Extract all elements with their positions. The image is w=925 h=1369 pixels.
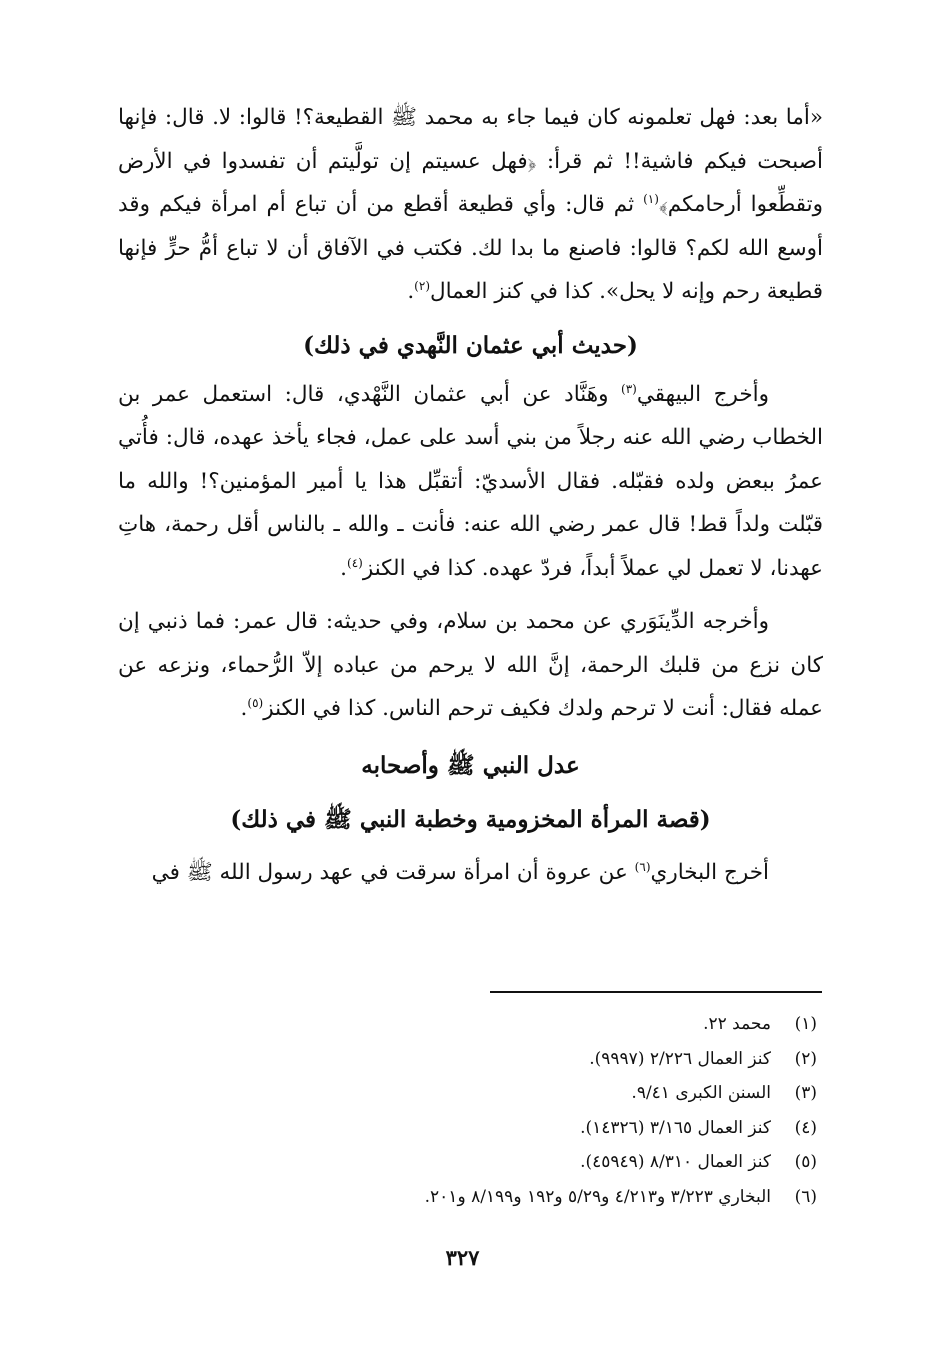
paragraph-3-text: وأخرجه الدِّينَوَري عن محمد بن سلام، وفي حديثه: قال عمر: فما ذنبي إن كان نزع من قلبك الرحمة، إنَّ الله لا يرحم من عباده إلاّ الرُّحماء، ونزعه عن عمله فقال: أنت لا ترحم ولدك فكيف ترحم الناس. كذا في الكنز <box>118 609 823 721</box>
footnote-6 <box>257 1180 817 1215</box>
footnote-text: السنن الكبرى ٩/٤١. <box>631 1083 771 1103</box>
chapter-heading-justice: عدل النبي ﷺ وأصحابه <box>361 751 580 779</box>
footnote-ref-4[interactable]: (٤) <box>347 555 363 570</box>
footnote-3 <box>257 1076 817 1111</box>
footnote-number: (٢) <box>794 1048 817 1069</box>
footnote-ref-1[interactable]: (١) <box>643 191 659 206</box>
paragraph-2-text: وأخرج البيهقي <box>636 381 769 407</box>
paragraph-1-text-end: . <box>407 279 415 304</box>
footnote-divider <box>490 991 822 993</box>
footnote-text: البخاري ٣/٢٢٣ و٤/٢١٣ و٥/٢٩ و١٩٢ و٨/١٩٩ و٢٠١. <box>424 1186 771 1207</box>
section-heading-nahdi: (حديث أبي عثمان النَّهدي في ذلك) <box>303 331 638 359</box>
footnote-1 <box>257 1007 817 1042</box>
footnote-number: (٤) <box>794 1117 817 1138</box>
paragraph-1 <box>118 96 823 314</box>
page-number: ٣٢٧ <box>445 1245 480 1270</box>
footnote-5 <box>257 1145 817 1180</box>
footnote-ref-5[interactable]: (٥) <box>247 695 264 710</box>
footnote-ref-6[interactable]: (٦) <box>634 859 651 874</box>
paragraph-3 <box>118 600 823 731</box>
page-body <box>118 96 823 894</box>
footnote-text: كنز العمال ٨/٣١٠ (٤٥٩٤٩). <box>580 1152 771 1172</box>
footnote-number: (١) <box>794 1014 817 1034</box>
footnote-text: كنز العمال ٣/١٦٥ (١٤٣٢٦). <box>580 1117 771 1138</box>
footnote-number: (٦) <box>794 1186 817 1207</box>
paragraph-3-text-cont: . <box>240 696 248 721</box>
paragraph-4-text: أخرج البخاري <box>650 859 769 885</box>
footnote-text: كنز العمال ٢/٢٢٦ (٩٩٩٧). <box>589 1048 771 1069</box>
footnote-number: (٥) <box>794 1152 817 1172</box>
paragraph-4-text-cont: عن عروة أن امرأة سرقت في عهد رسول الله ﷺ في <box>151 859 635 885</box>
section-heading-makhzumiya: (قصة المرأة المخزومية وخطبة النبي ﷺ في ذلك) <box>230 805 711 833</box>
footnote-text: محمد ٢٢. <box>703 1014 771 1034</box>
footnote-ref-3[interactable]: (٣) <box>621 381 637 396</box>
footnote-2 <box>257 1042 817 1077</box>
paragraph-2 <box>118 373 823 591</box>
footnote-4 <box>257 1111 817 1146</box>
footnote-ref-2[interactable]: (٢) <box>414 278 430 293</box>
paragraph-4 <box>118 851 823 895</box>
footnote-number: (٣) <box>794 1083 817 1103</box>
footnotes <box>257 1007 817 1214</box>
paragraph-2-text-end: . <box>340 555 347 581</box>
paragraph-1-text: «أما بعد: فهل تعلمونه كان فيما جاء به محمد ﷺ القطيعة؟! قالوا: لا. قال: فإنها أصبحت فيكم فاشية!! ثم قرأ: ﴿فهل عسيتم إن تولَّيتم أن تفسدوا في الأرض وتقطِّعوا أرحامكم﴾ <box>118 105 824 217</box>
paragraph-1-text-cont: ثم قال: وأي قطيعة أقطع من أن تباع أم امرأة فيكم وقد أوسع الله لكم؟ قالوا: فاصنع ما بدا لك. فكتب في الآفاق أن لا تباع أمُّ حرٍّ فإنها قطيعة رحم وإنه لا يحل». كذا في كنز العمال <box>118 192 823 304</box>
paragraph-2-text-cont: وهَنَّاد عن أبي عثمان النَّهْدي، قال: استعمل عمر بن الخطاب رضي الله عنه رجلاً من بني أسد على عمل، فجاء يأخذ عهده، قال: فأُتي عمرُ ببعض ولده فقبّله. فقال الأسديّ: أتقبِّل هذا يا أمير المؤمنين؟! والله ما قبّلت ولداً قط! قال عمر رضي الله عنه: فأنت ـ والله ـ بالناس أقل رحمة، هاتِ عهدنا، لا تعمل لي عملاً أبداً، فردّ عهده. كذا في الكنز <box>118 381 823 581</box>
